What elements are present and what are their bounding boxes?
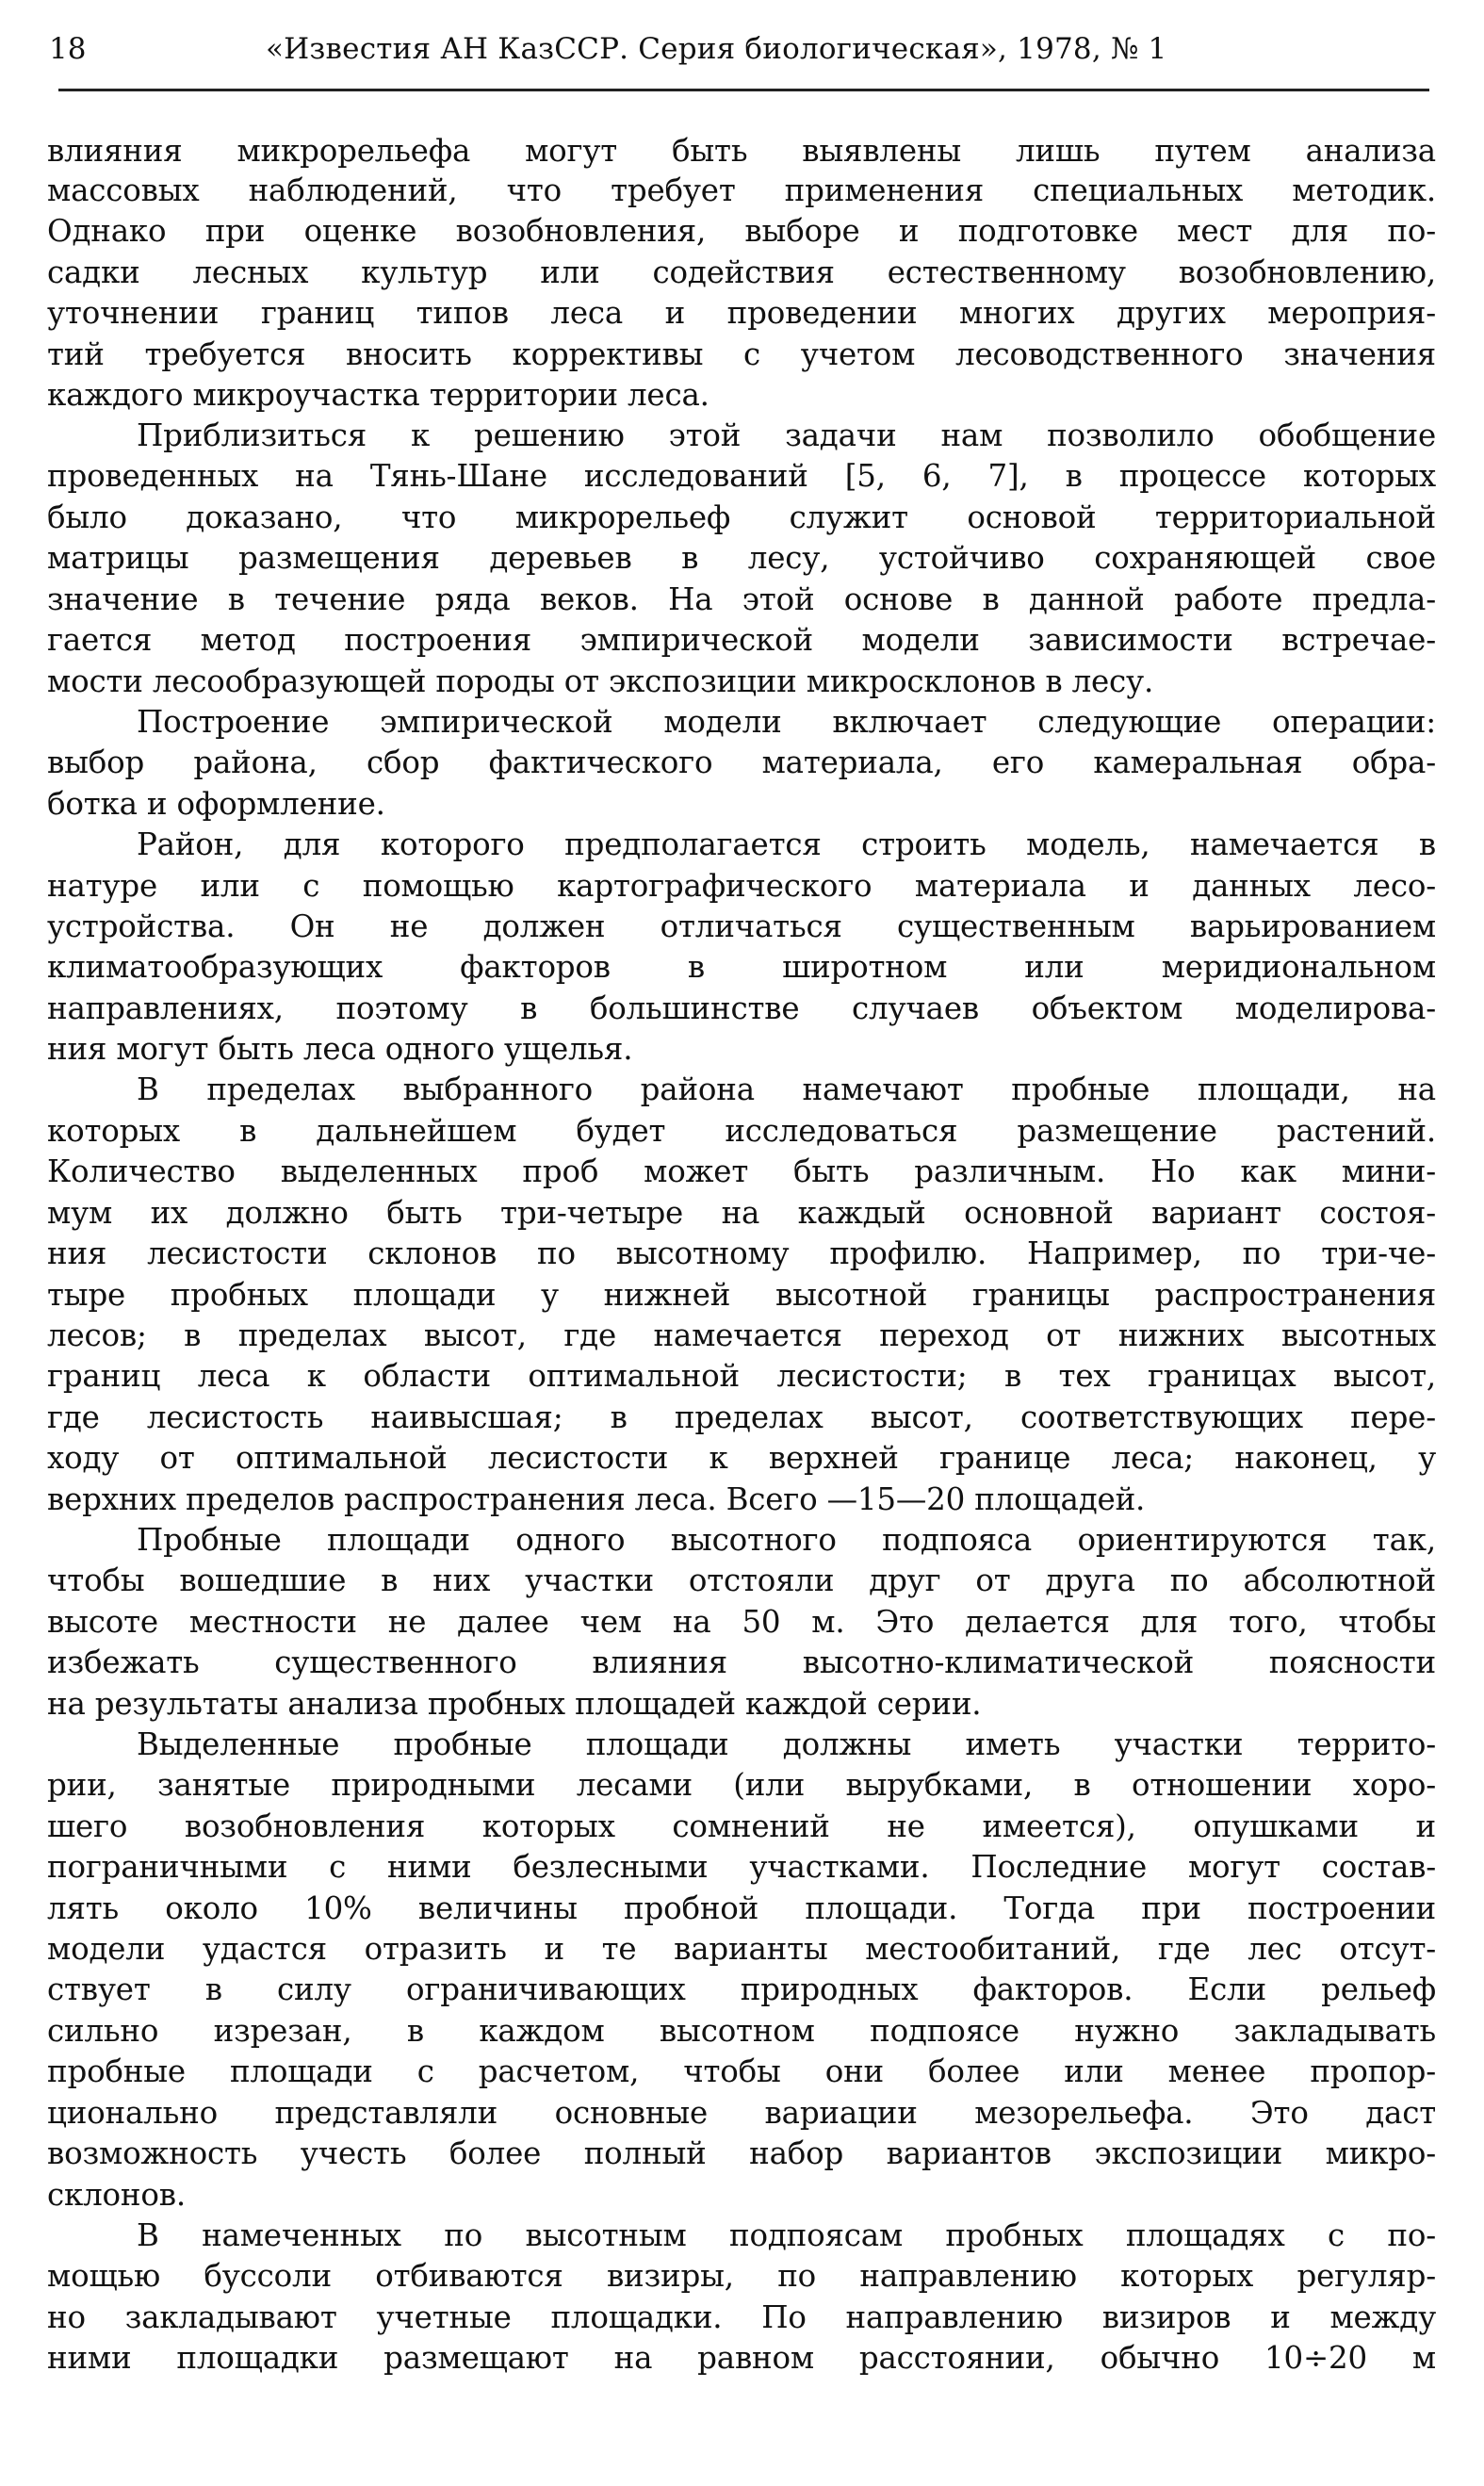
text-line: на результаты анализа пробных площадей каждой серии. <box>47 1686 982 1722</box>
text-line: массовых наблюдений, что требует применения специальных методик. <box>47 172 1436 208</box>
text-line: устройства. Он не должен отличаться существенным варьированием <box>47 908 1436 944</box>
text-line: Однако при оценке возобновления, выборе и подготовке мест для по- <box>47 213 1436 249</box>
text-line: мости лесообразующей породы от экспозиции микросклонов в лесу. <box>47 663 1154 699</box>
text-line: мум их должно быть три-четыре на каждый основной вариант состоя- <box>47 1195 1436 1231</box>
text-line: ционально представляли основные вариации мезорельефа. Это даст <box>47 2095 1436 2131</box>
text-line: климатообразующих факторов в широтном или меридиональном <box>47 949 1436 985</box>
text-line: значение в течение ряда веков. На этой основе в данной работе предла- <box>47 581 1436 617</box>
text-line: мощью буссоли отбиваются визиры, по направлению которых регуляр- <box>47 2258 1436 2294</box>
text-line: натуре или с помощью картографического материала и данных лесо- <box>47 868 1436 904</box>
text-line: чтобы вошедшие в них участки отстояли друг от друга по абсолютной <box>47 1562 1436 1598</box>
page-header <box>0 0 1484 94</box>
text-line: В пределах выбранного района намечают пробные площади, на <box>137 1071 1436 1107</box>
text-line: каждого микроучастка территории леса. <box>47 377 709 413</box>
text-line: избежать существенного влияния высотно-климатической поясности <box>47 1644 1436 1680</box>
text-line: уточнении границ типов леса и проведении многих других мероприя- <box>47 295 1436 331</box>
text-line: ботка и оформление. <box>47 786 385 822</box>
text-line: ния могут быть леса одного ущелья. <box>47 1031 633 1067</box>
running-title: «Известия АН КазССР. Серия биологическая», 1978, № 1 <box>266 32 1167 66</box>
text-line: матрицы размещения деревьев в лесу, устойчиво сохраняющей свое <box>47 540 1436 576</box>
page-number: 18 <box>49 32 87 66</box>
text-line: лять около 10% величины пробной площади. Тогда при построении <box>47 1890 1436 1926</box>
text-line: ходу от оптимальной лесистости к верхней границе леса; наконец, у <box>47 1440 1436 1476</box>
text-line: которых в дальнейшем будет исследоваться размещение растений. <box>47 1113 1436 1149</box>
text-line: ния лесистости склонов по высотному профилю. Например, по три-че- <box>47 1235 1436 1271</box>
text-line: верхних пределов распространения леса. Всего —15—20 площадей. <box>47 1481 1146 1517</box>
text-line: Район, для которого предполагается строить модель, намечается в <box>137 826 1436 862</box>
text-line: но закладывают учетные площадки. По направлению визиров и между <box>47 2299 1436 2335</box>
text-line: где лесистость наивысшая; в пределах высот, соответствующих пере- <box>47 1399 1436 1435</box>
text-line: рии, занятые природными лесами (или вырубками, в отношении хоро- <box>47 1767 1436 1803</box>
text-line: В намеченных по высотным подпоясам пробных площадях с по- <box>137 2217 1436 2253</box>
text-line: сильно изрезан, в каждом высотном подпоясе нужно закладывать <box>47 2013 1436 2049</box>
text-line: высоте местности не далее чем на 50 м. Это делается для того, чтобы <box>47 1604 1436 1640</box>
text-line: выбор района, сбор фактического материала, его камеральная обра- <box>47 744 1436 780</box>
header-rule <box>58 89 1429 91</box>
text-line: влияния микрорельефа могут быть выявлены лишь путем анализа <box>47 133 1436 169</box>
text-line: было доказано, что микрорельеф служит основой территориальной <box>47 499 1436 535</box>
text-line: границ леса к области оптимальной лесистости; в тех границах высот, <box>47 1358 1436 1394</box>
text-line: Выделенные пробные площади должны иметь участки террито- <box>137 1726 1436 1762</box>
text-line: пограничными с ними безлесными участками. Последние могут состав- <box>47 1849 1436 1885</box>
text-line: Приблизиться к решению этой задачи нам позволило обобщение <box>137 417 1436 453</box>
text-line: лесов; в пределах высот, где намечается переход от нижних высотных <box>47 1317 1436 1353</box>
text-line: садки лесных культур или содействия естественному возобновлению, <box>47 254 1436 290</box>
text-line: Построение эмпирической модели включает следующие операции: <box>137 704 1436 740</box>
text-line: склонов. <box>47 2177 186 2213</box>
text-line: проведенных на Тянь-Шане исследований [5, 6, 7], в процессе которых <box>47 458 1436 494</box>
text-line: тыре пробных площади у нижней высотной границы распространения <box>47 1277 1436 1313</box>
text-line: гается метод построения эмпирической модели зависимости встречае- <box>47 622 1436 658</box>
text-line: Количество выделенных проб может быть различным. Но как мини- <box>47 1153 1436 1189</box>
text-line: ствует в силу ограничивающих природных факторов. Если рельеф <box>47 1971 1436 2007</box>
text-line: тий требуется вносить коррективы с учетом лесоводственного значения <box>47 336 1436 372</box>
text-line: ними площадки размещают на равном расстоянии, обычно 10÷20 м <box>47 2340 1436 2376</box>
text-line: пробные площади с расчетом, чтобы они более или менее пропор- <box>47 2053 1436 2089</box>
text-line: направлениях, поэтому в большинстве случаев объектом моделирова- <box>47 990 1436 1026</box>
text-line: шего возобновления которых сомнений не имеется), опушками и <box>47 1808 1436 1844</box>
text-line: Пробные площади одного высотного подпояса ориентируются так, <box>137 1522 1436 1558</box>
text-line: модели удастся отразить и те варианты местообитаний, где лес отсут- <box>47 1931 1436 1967</box>
text-line: возможность учесть более полный набор вариантов экспозиции микро- <box>47 2135 1436 2171</box>
